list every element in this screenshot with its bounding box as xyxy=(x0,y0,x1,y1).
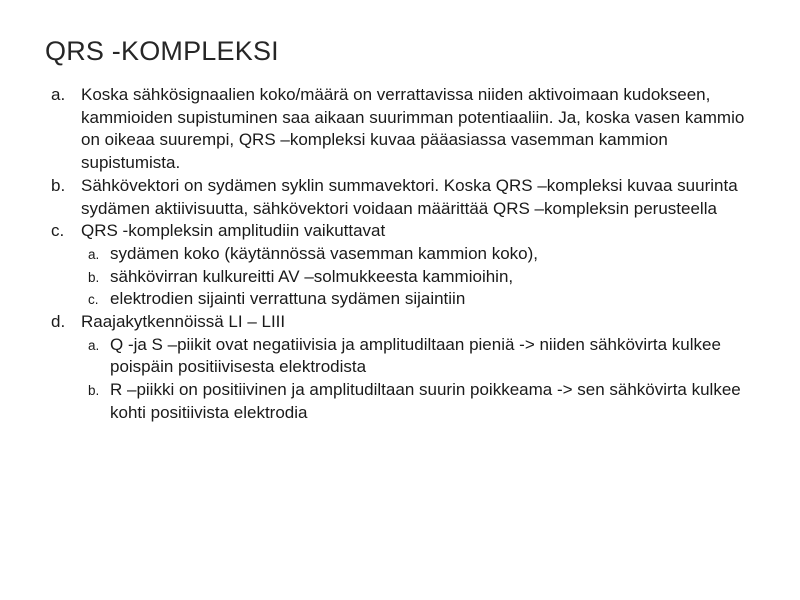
list-item-text: Sähkövektori on sydämen syklin summavektori. Koska QRS –kompleksi kuvaa suurinta sydämen aktiivisuutta, sähkövektori voidaan määrittää QRS –kompleksin perusteella xyxy=(81,175,738,218)
list-marker: d. xyxy=(51,312,66,332)
sublist-item-text: sydämen koko (käytännössä vasemman kammion koko), xyxy=(110,243,539,263)
list-marker: b. xyxy=(51,175,66,195)
sublist-item xyxy=(51,334,751,379)
sublist-container xyxy=(51,243,751,311)
list-marker: c. xyxy=(51,221,65,241)
sublist-item xyxy=(51,243,751,266)
list-item-text: QRS -kompleksin amplitudiin vaikuttavat xyxy=(81,221,386,241)
sublist-item xyxy=(51,288,751,311)
list-item xyxy=(51,84,751,175)
sublist-marker: b. xyxy=(88,383,100,399)
list-item-text: Raajakytkennöissä LI – LIII xyxy=(81,312,286,332)
list-item xyxy=(51,220,751,243)
list-item xyxy=(51,311,751,334)
sublist xyxy=(51,243,751,311)
list-marker: a. xyxy=(51,85,66,104)
sublist-marker: b. xyxy=(88,269,100,285)
list-item-text: Koska sähkösignaalien koko/määrä on verrattavissa niiden aktivoimaan kudokseen, kammioiden supistuminen saa aikaan suurimman potentiaaliin. Ja, koska vasen kammio on oikeaa suurempi, QRS –kompleksi kuvaa pääasiassa vasemman kammion supistumista. xyxy=(81,85,745,173)
sublist-marker: a. xyxy=(88,246,100,262)
sublist-item-text: R –piikki on positiivinen ja amplitudiltaan suurin poikkeama -> sen sähkövirta kulkee kohti positiivista elektrodia xyxy=(110,380,741,422)
content-list xyxy=(51,84,751,425)
sublist xyxy=(51,334,751,425)
sublist-item-text: sähkövirran kulkureitti AV –solmukkeesta kammioihin, xyxy=(110,266,514,286)
sublist-container xyxy=(51,334,751,425)
sublist-marker: c. xyxy=(88,292,99,308)
sublist-marker: a. xyxy=(88,337,100,353)
sublist-item xyxy=(51,379,751,424)
slide-title: QRS -KOMPLEKSI xyxy=(45,36,279,66)
sublist-item xyxy=(51,266,751,289)
sublist-item-text: elektrodien sijainti verrattuna sydämen sijaintiin xyxy=(110,289,466,309)
list-item xyxy=(51,175,751,220)
sublist-item-text: Q -ja S –piikit ovat negatiivisia ja amplitudiltaan pieniä -> niiden sähkövirta kulkee poispäin positiivisesta elektrodista xyxy=(110,334,721,377)
